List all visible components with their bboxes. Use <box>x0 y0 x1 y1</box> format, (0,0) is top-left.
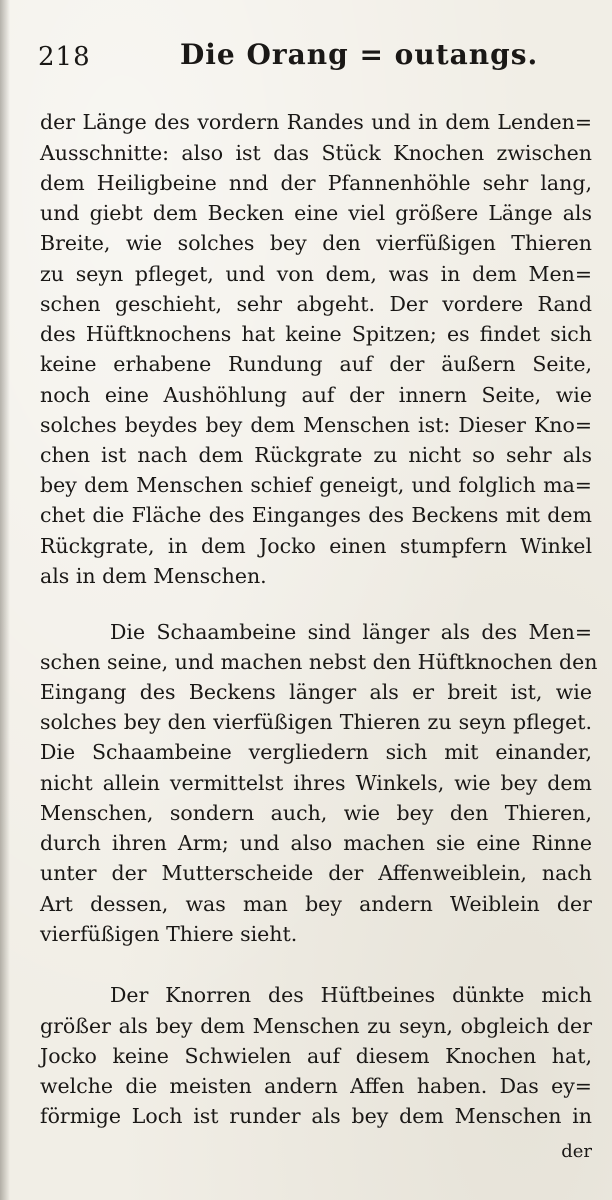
paragraph-1-line-6: zu seyn pfleget, und von dem, was in dem Men= <box>40 262 592 286</box>
paragraph-3-line-4: welche die meisten andern Affen haben. Das ey= <box>40 1074 592 1098</box>
paragraph-2-line-6: nicht allein vermittelst ihres Winkels, wie bey dem <box>40 771 592 795</box>
paragraph-2-line-4: solches bey den vierfüßigen Thieren zu seyn pfleget. <box>40 710 592 734</box>
paragraph-2-line-5: Die Schaambeine vergliedern sich mit einander, <box>40 740 592 764</box>
paragraph-1-line-10: noch eine Aushöhlung auf der innern Seite, wie <box>40 383 592 407</box>
paragraph-1-line-2: Ausschnitte: also ist das Stück Knochen zwischen <box>40 141 592 165</box>
paragraph-1-line-5: Breite, wie solches bey den vierfüßigen Thieren <box>40 231 592 255</box>
paragraph-2-line-10: Art dessen, was man bey andern Weiblein der <box>40 892 592 916</box>
page-gutter-shadow <box>0 0 10 1200</box>
paragraph-3-line-5: förmige Loch ist runder als bey dem Menschen in <box>40 1104 592 1128</box>
paragraph-3-line-2: größer als bey dem Menschen zu seyn, obgleich der <box>40 1014 592 1038</box>
paragraph-2-line-9: unter der Mutterscheide der Affenweiblein, nach <box>40 861 592 885</box>
paragraph-2-line-2: schen seine, und machen nebst den Hüftknochen den <box>40 650 598 674</box>
paragraph-1-line-16: als in dem Menschen. <box>40 564 267 588</box>
running-head: Die Orang = outangs. <box>180 38 539 71</box>
paragraph-1-line-11: solches beydes bey dem Menschen ist: Dieser Kno= <box>40 413 592 437</box>
paragraph-1-line-15: Rückgrate, in dem Jocko einen stumpfern Winkel <box>40 534 592 558</box>
paragraph-1-line-1: der Länge des vordern Randes und in dem Lenden= <box>40 110 592 134</box>
paragraph-3-line-3: Jocko keine Schwielen auf diesem Knochen hat, <box>40 1044 592 1068</box>
paragraph-1-line-13: bey dem Menschen schief geneigt, und folglich ma= <box>40 473 592 497</box>
paragraph-1-line-4: und giebt dem Becken eine viel größere Länge als <box>40 201 592 225</box>
paragraph-1-line-8: des Hüftknochens hat keine Spitzen; es findet sich <box>40 322 592 346</box>
paragraph-2-line-8: durch ihren Arm; und also machen sie eine Rinne <box>40 831 592 855</box>
paragraph-1-line-7: schen geschieht, sehr abgeht. Der vordere Rand <box>40 292 592 316</box>
paragraph-1-line-14: chet die Fläche des Einganges des Beckens mit dem <box>40 503 592 527</box>
paragraph-2-line-1: Die Schaambeine sind länger als des Men= <box>110 620 592 644</box>
paragraph-1-line-3: dem Heiligbeine nnd der Pfannenhöhle sehr lang, <box>40 171 592 195</box>
paragraph-1-line-12: chen ist nach dem Rückgrate zu nicht so sehr als <box>40 443 592 467</box>
paragraph-2-line-7: Menschen, sondern auch, wie bey den Thieren, <box>40 801 592 825</box>
paragraph-2-line-11: vierfüßigen Thiere sieht. <box>40 922 298 946</box>
catchword: der <box>561 1141 592 1162</box>
paragraph-3-line-1: Der Knorren des Hüftbeines dünkte mich <box>110 983 592 1007</box>
paragraph-2-line-3: Eingang des Beckens länger als er breit ist, wie <box>40 680 592 704</box>
paragraph-1-line-9: keine erhabene Rundung auf der äußern Seite, <box>40 352 592 376</box>
page-number: 218 <box>38 42 91 72</box>
